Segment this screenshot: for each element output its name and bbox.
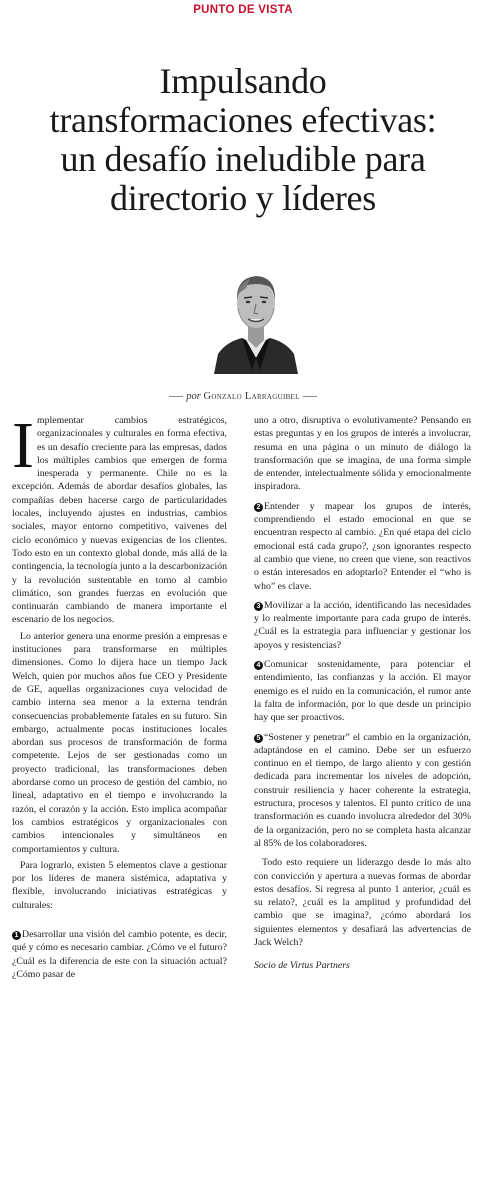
item-number-badge: 5 [254,734,263,743]
item-number-badge: 2 [254,503,263,512]
headline-line: directorio y líderes [110,178,376,218]
article-paragraph: Para lograrlo, existen 5 elementos clave a gestionar por los líderes de manera sistémica, adaptativa y flexible, involucrando iniciativas estratégicas y culturales: [12,859,227,911]
headline-line: un desafío ineludible para [60,139,426,179]
list-item [12,928,227,981]
paragraph-text: mplementar cambios estratégicos, organizacionales y culturales en forma efectiva, es un desafío creciente para las empresas, dados los múltiples cambios que emergen de forma inesperada y permanente. Chile no es la excepción. Además de abordar desafíos globales, las compañías deben hacerse cargo de particularidades locales, incluyendo ajustes en industrias, cambios sociales, mayor entorno competitivo, vaivenes del ciclo económico y nuevas exigencias de los clientes. Todo esto en un contexto global donde, más allá de la contingencia, la tecnología junto a la descarbonización y la revolución sustentable en torno al cambio climático, son grandes fuerzas en evolución que continuarán cambiando de manera importante el escenario de los negocios. [12,415,227,626]
list-item-text: Entender y mapear los grupos de interés, comprendiendo el estado emocional en que se encuentran respecto al cambio. ¿En qué etapa del ciclo emocional está cada grupo?, ¿son ignorantes respecto al cambio que viene, no creen que viene, son reactivos o están interesados en adoptarlo? Entender el “who is who” es clave. [254,500,471,592]
headline-line: transformaciones efectivas: [49,100,437,140]
article-paragraph: Lo anterior genera una enorme presión a empresas e instituciones para transformarse en múltiples dimensiones. Como lo dijera hace un tiempo Jack Welch, quien por muchos años fue CEO y Presidente de GE, aquellas organizaciones cuya velocidad de cambio interna sea menor a la externa tendrán consecuencias probablemente fatales en su futuro. Sin embargo, actualmente pocas instituciones locales abordan sus procesos de transformación de forma competente. Lejos de ser gestionadas como un proyecto tradicional, las transformaciones deben abordarse como un proceso de gestión del cambio, no lineal, adaptativo en el tiempo e involucrando la razón, el corazón y la acción. Esto implica acompañar los cambios estratégicos y organizacionales con cambios intencionales y simultáneos en comportamientos y cultura. [12,630,227,855]
article-paragraph: Todo esto requiere un liderazgo desde lo más alto con convicción y apertura a nuevas formas de abordar estos desafíos. Si regresa al punto 1 anterior, ¿cuál es su relato?, ¿cuál es la amplitud y profundidad del cambio que se imagina?, ¿cómo abordará los siguientes elementos y desafiará las advertencias de Jack Welch? [254,857,471,948]
list-item-text: Comunicar sostenidamente, para potenciar el entendimiento, las confianzas y la acción. El mayor enemigo es el ruido en la comunicación, el rumor ante la falta de información, por lo que desde un principio hay que ser proactivos. [254,659,471,724]
section-label: PUNTO DE VISTA [193,4,293,16]
list-item [254,500,471,593]
item-number-badge: 4 [254,661,263,670]
item-number-badge: 1 [12,931,21,940]
item-number-badge: 3 [254,602,263,611]
author-portrait [212,258,300,374]
byline-author: Gonzalo Larraguibel [203,391,300,402]
list-item-text: Desarrollar una visión del cambio potente, es decir, qué y cómo es necesario cambiar. ¿Cómo ve el futuro? ¿Cuál es la diferencia de este con la situación actual? ¿Cómo pasar de [12,928,227,980]
byline [0,391,486,402]
list-item [254,599,471,652]
headline-line: Impulsando [159,61,327,101]
article-paragraph [12,409,227,627]
article-column-left [12,409,227,984]
list-item-text: Movilizar a la acción, identificando las necesidades y lo realmente importante para cada grupo de interés. ¿Cuál es la estrategia para influenciar y gestionar los apoyos y resistencias? [254,599,471,651]
list-item [254,731,471,851]
author-signoff: Socio de Virtus Partners [254,960,350,972]
byline-prefix: por [186,391,201,402]
dropcap: I [12,409,34,482]
list-item-continued: uno a otro, disruptiva o evolutivamente? Pensando en estas preguntas y en los grupos de interés a involucrar, resuma en una página o un minuto de diálogo la transformación que se imagina, de una forma simple de entender, intelectualmente sólida y emocionalmente inspiradora. [254,415,471,493]
list-item-text: “Sostener y penetrar” el cambio en la organización, adaptándose en el camino. Debe ser un esfuerzo continuo en el tiempo, de largo aliento y con gestión dedicada para incrementar los niveles de adopción, construir resiliencia y hacer coherente la estrategia, estructura, procesos y talentos. El punto crítico de una transformación es cuando involucra alrededor del 30% de la organización, pero no se completa hasta alcanzar al 85% de los colaboradores. [254,731,471,849]
list-item [254,658,471,724]
headline [0,62,486,218]
article-column-right [254,414,471,976]
